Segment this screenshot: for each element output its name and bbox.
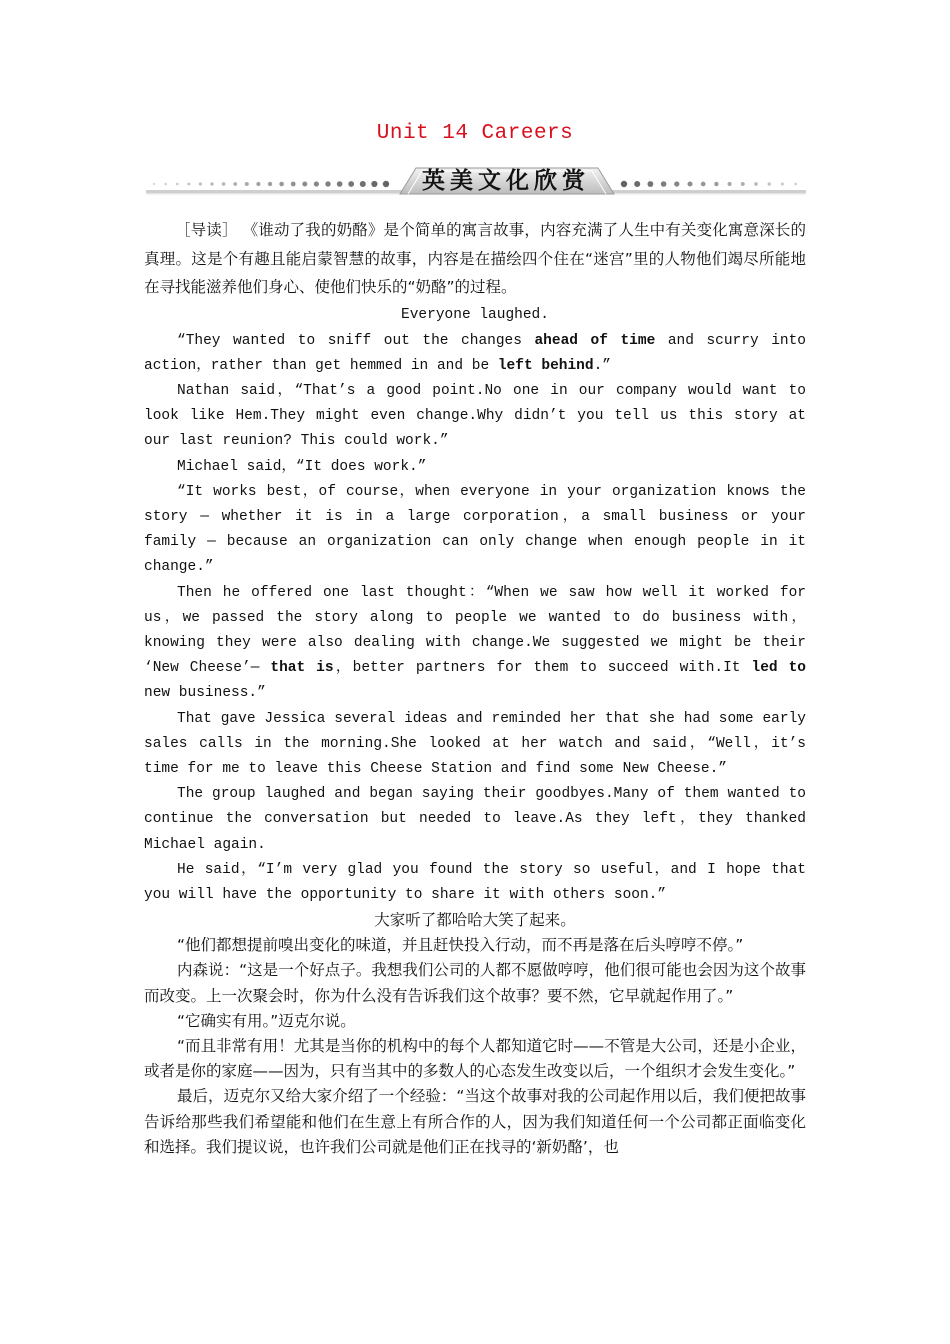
banner-dot	[621, 181, 627, 187]
banner-dot	[302, 182, 307, 187]
banner-dot	[279, 182, 284, 187]
unit-title: Unit 14 Careers	[376, 122, 574, 145]
chinese-section	[144, 908, 806, 1160]
phrase-highlight: ahead of time	[534, 332, 656, 349]
phrase-highlight: led to	[751, 660, 806, 677]
banner-dot	[314, 181, 319, 186]
banner-dot	[256, 182, 260, 186]
banner-dot	[687, 181, 692, 186]
banner-dot	[768, 182, 771, 185]
english-paragraph-5: Then he offered one last thought：“When we saw how well it worked for us，we passed the story along to people we wanted to do business with，knowing they were also dealing with change.We suggested we might be their ‘New Cheese’— that is，better partners for them to succeed with.It led to new business.”	[144, 584, 806, 702]
english-paragraph-7: The group laughed and began saying their goodbyes.Many of them wanted to continue the conversation but needed to leave.As they left，they thanked Michael again.	[144, 786, 806, 853]
phrase-highlight: that is	[270, 660, 334, 677]
english-paragraph-8: He said，“I’m very glad you found the story so useful，and I hope that you will have the opportunity to share it with others soon.”	[144, 861, 806, 903]
banner-dot	[634, 181, 640, 187]
banner-dot	[383, 181, 389, 187]
banner-dot	[337, 181, 343, 187]
english-title: Everyone laughed.	[401, 306, 549, 323]
chinese-title: 大家听了都哈哈大笑了起来。	[374, 911, 576, 930]
banner-dot	[176, 183, 179, 186]
chinese-paragraph-4: “而且非常有用！尤其是当你的机构中的每个人都知道它时——不管是大公司，还是小企业，或者是你的家庭——因为，只有当其中的多数人的心态发生改变以后，一个组织才会发生变化。”	[144, 1036, 806, 1081]
english-paragraph-3: Michael said，“It does work.”	[177, 458, 427, 475]
banner-dot	[714, 182, 718, 186]
chinese-paragraph-5: 最后，迈克尔又给大家介绍了一个经验：“当这个故事对我的公司起作用以后，我们便把故事告诉给那些我们希望能和他们在生意上有所合作的人，因为我们知道任何一个公司都正面临变化和选择。我们提议说，也许我们公司就是他们正在找寻的‘新奶酪’，也	[144, 1087, 806, 1156]
banner-dot	[210, 182, 213, 185]
phrase-highlight: left behind	[497, 357, 594, 374]
banner-dot	[348, 181, 354, 187]
banner-dot	[268, 182, 272, 186]
section-banner	[146, 165, 806, 197]
banner-dot	[199, 182, 202, 185]
chinese-paragraph-1: “他们都想提前嗅出变化的味道，并且赶快投入行动，而不再是落在后头哼哼不停。”	[177, 936, 744, 955]
banner-dot	[728, 182, 732, 186]
banner-dot	[222, 182, 226, 186]
english-paragraph-2: Nathan said，“That’s a good point.No one in our company would want to look like Hem.They might even change.Why didn’t you tell us this story at our last reunion? This could work.”	[144, 382, 806, 450]
banner-title: 英美文化欣赏	[422, 168, 590, 194]
english-section	[144, 302, 806, 909]
banner-dot	[781, 182, 784, 185]
intro-section	[144, 216, 806, 302]
banner-dot	[291, 182, 296, 187]
chinese-paragraph-2: 内森说：“这是一个好点子。我想我们公司的人都不愿做哼哼，他们很可能也会因为这个故事而改变。上一次聚会时，你为什么没有告诉我们这个故事？要不然，它早就起作用了。”	[144, 961, 806, 1005]
intro-paragraph: ［导读］ 《谁动了我的奶酪》是个简单的寓言故事，内容充满了人生中有关变化寓意深长的真理。这是个有趣且能启蒙智慧的故事，内容是在描绘四个住在“迷宫”里的人物他们竭尽所能地在寻找能滋养他们身心、使他们快乐的“奶酪”的过程。	[144, 221, 806, 296]
banner-dot	[674, 181, 679, 186]
banner-dot	[647, 181, 653, 187]
banner-dot	[164, 183, 167, 186]
banner-dot	[233, 182, 237, 186]
chinese-paragraph-3: “它确实有用。”迈克尔说。	[177, 1011, 356, 1030]
english-paragraph-6: That gave Jessica several ideas and reminded her that she had some early sales calls in the morning.She looked at her watch and said，“Well，it’s time for me to leave this Cheese Station and find some New Cheese.”	[144, 710, 806, 777]
banner-dot	[245, 182, 249, 186]
banner-dot	[360, 181, 366, 187]
banner-dot	[187, 183, 190, 186]
banner-dot	[153, 183, 155, 185]
banner-dot	[701, 182, 706, 187]
banner-dot	[371, 181, 377, 187]
english-paragraph-4: “It works best，of course，when everyone in your organization knows the story — whether it is in a large corporation，a small business or your family — because an organization can only change when enough people in it change.”	[144, 483, 806, 576]
banner-dot	[661, 181, 667, 187]
article-body	[144, 216, 806, 1160]
banner-dot	[741, 182, 745, 186]
banner-dot	[325, 181, 330, 186]
english-paragraph-1: “They wanted to sniff out the changes ahead of time and scurry into action，rather than get hemmed in and be left behind.”	[144, 332, 806, 374]
banner-dot	[794, 183, 797, 186]
banner-dot	[754, 182, 758, 186]
